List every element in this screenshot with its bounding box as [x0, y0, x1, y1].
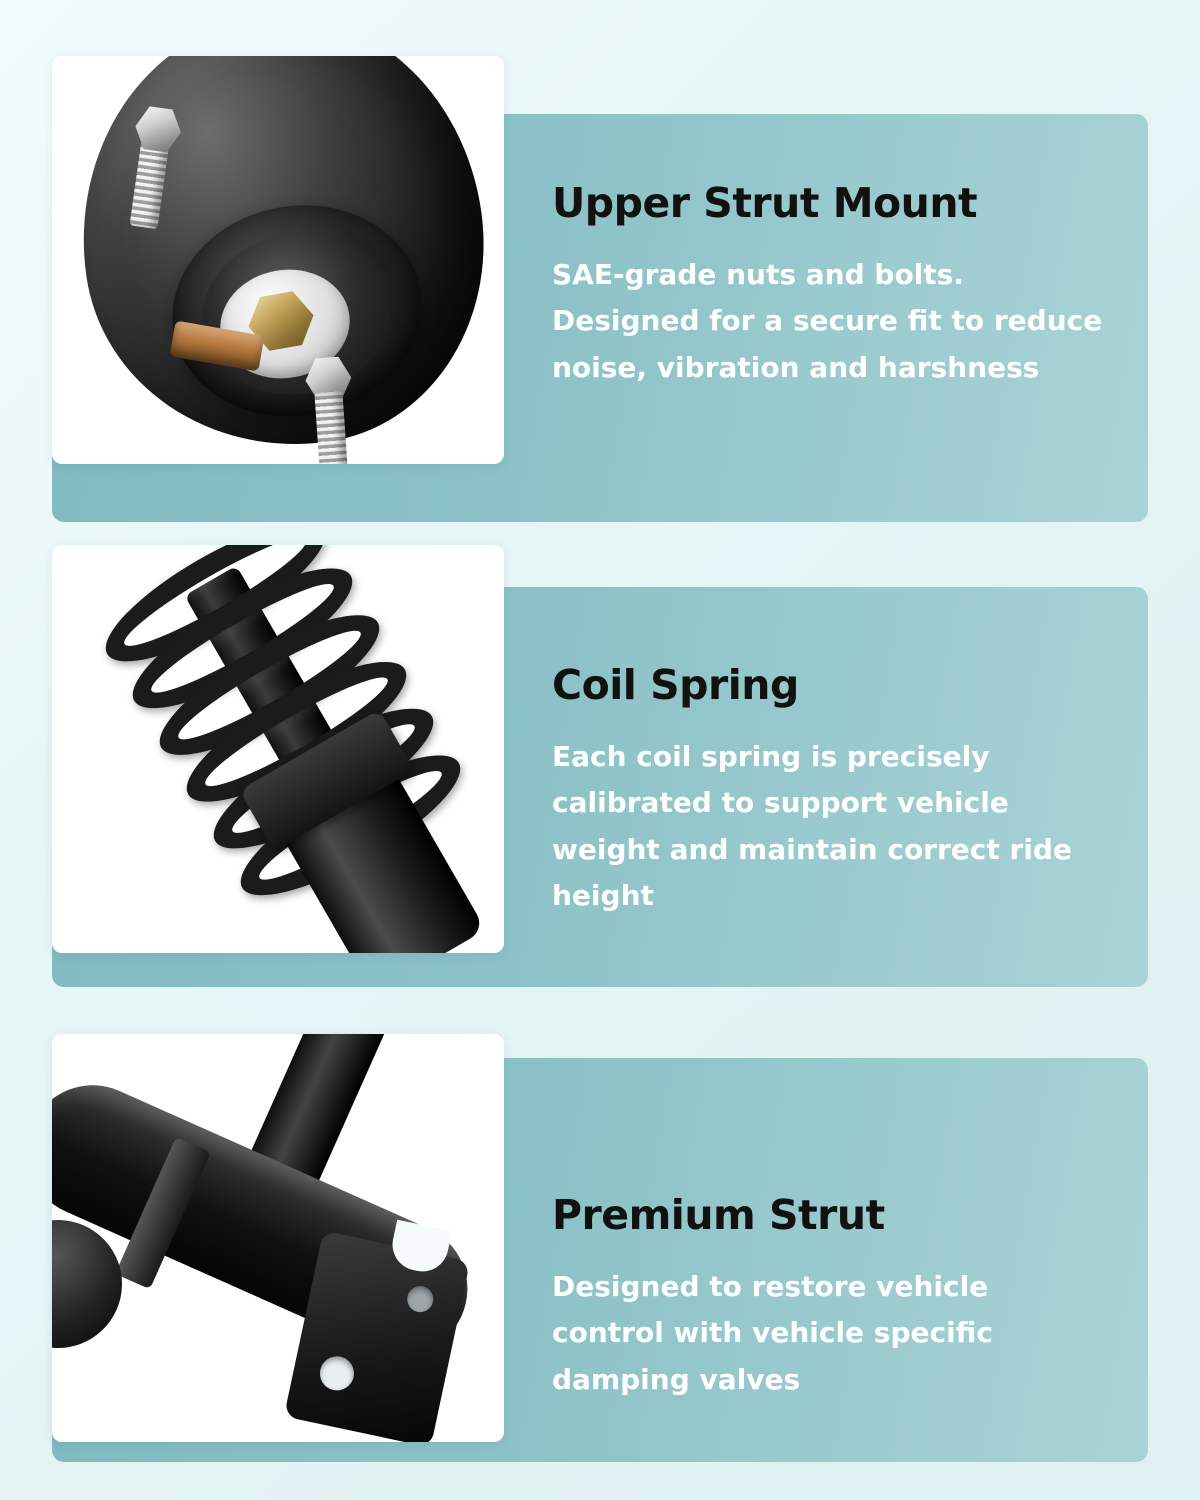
bolt-icon [304, 355, 358, 464]
feature-description: SAE-grade nuts and bolts. Designed for a secure fit to reduce noise, vibration and harshness [552, 258, 1103, 384]
strut-mount-illustration [52, 56, 504, 464]
feature-title: Premium Strut [552, 1191, 885, 1240]
feature-title: Upper Strut Mount [552, 179, 978, 228]
upper-strut-mount-photo [52, 56, 504, 464]
coil-spring-illustration [52, 545, 504, 953]
premium-strut-photo [52, 1034, 504, 1442]
feature-block-upper-strut-mount [52, 56, 1148, 466]
feature-text-coil-spring [504, 545, 1148, 953]
feature-block-premium-strut [52, 1034, 1148, 1444]
coil-spring-photo [52, 545, 504, 953]
feature-text-premium-strut [504, 1034, 1148, 1442]
feature-text-upper-strut-mount [504, 56, 1148, 464]
feature-description: Designed to restore vehicle control with vehicle specific damping valves [552, 1270, 994, 1396]
feature-description: Each coil spring is precisely calibrated to support vehicle weight and maintain correct ride height [552, 740, 1072, 912]
feature-title: Coil Spring [552, 661, 799, 710]
feature-block-coil-spring [52, 545, 1148, 955]
premium-strut-illustration [52, 1034, 504, 1442]
